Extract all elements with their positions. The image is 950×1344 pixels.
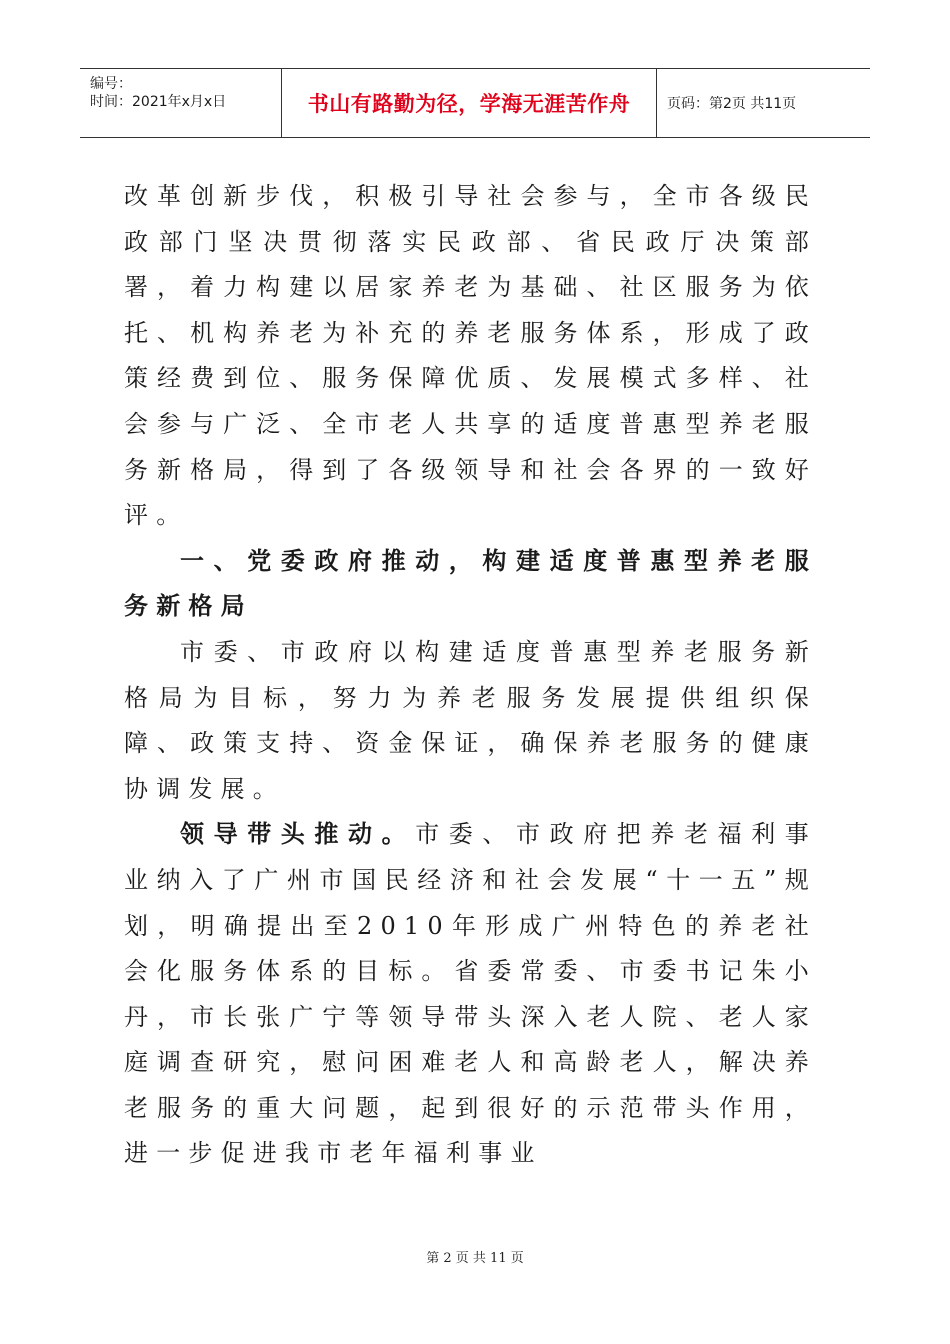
header-page-info: 页码：第2页 共11页 (667, 96, 797, 112)
paragraph-1: 改革创新步伐，积极引导社会参与，全市各级民政部门坚决贯彻落实民政部、省民政厅决策部署，着力构建以居家养老为基础、社区服务为依托、机构养老为补充的养老服务体系，形成了政策经费到位、服务保障优质、发展模式多样、社会参与广泛、全市老人共享的适度普惠型养老服务新格局，得到了各级领导和社会各界的一致好评。 (124, 182, 817, 530)
header-meta (80, 69, 280, 137)
page-footer: 第 2 页 共 11 页 (426, 1251, 524, 1266)
section-heading-1: 一、党委政府推动，构建适度普惠型养老服务新格局 (124, 546, 817, 621)
document-header (80, 68, 870, 138)
paragraph-2: 市委、市政府以构建适度普惠型养老服务新格局为目标，努力为养老服务发展提供组织保障、政策支持、资金保证，确保养老服务的健康协调发展。 (124, 637, 817, 803)
header-motto-cell (281, 69, 657, 137)
header-motto: 书山有路勤为径，学海无涯苦作舟 (307, 92, 631, 116)
document-body (124, 174, 817, 1177)
number-label: 编号： (90, 76, 132, 92)
time-label: 时间：2021年x月x日 (90, 94, 227, 110)
paragraph-3-text: 市委、市政府把养老福利事业纳入了广州市国民经济和社会发展“十一五”规划，明确提出至2010年形成广州特色的养老社会化服务体系的目标。省委常委、市委书记朱小丹，市长张广宁等领导带头深入老人院、老人家庭调查研究，慰问困难老人和高龄老人，解决养老服务的重大问题，起到很好的示范带头作用，进一步促进我市老年福利事业 (124, 820, 817, 1168)
paragraph-3-lead: 领导带头推动。 (180, 820, 416, 849)
paragraph-3 (124, 812, 817, 1177)
